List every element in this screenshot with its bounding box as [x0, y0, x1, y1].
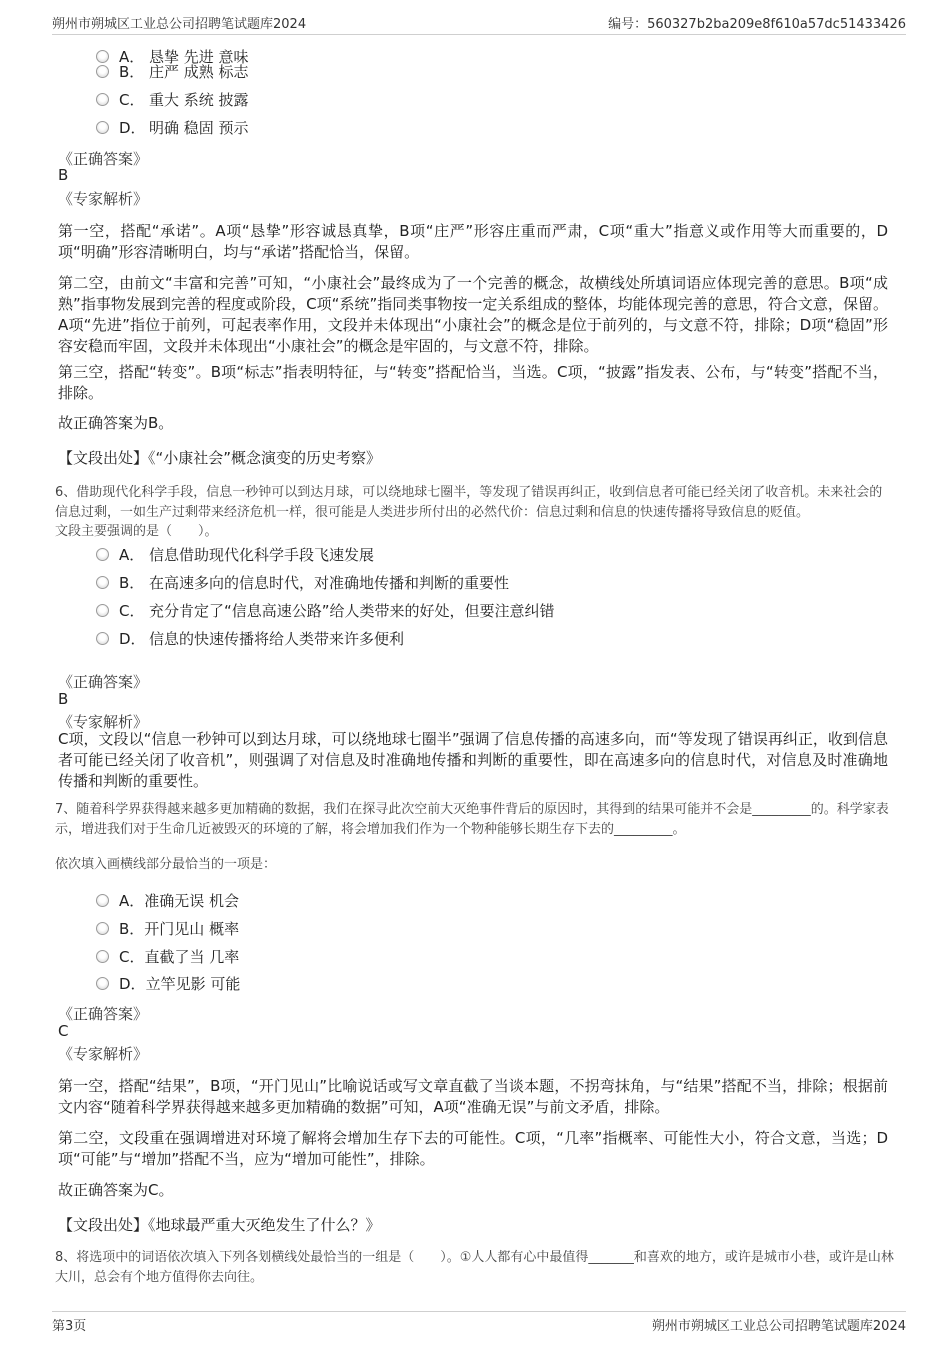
- q5-option-b[interactable]: B． 庄严 成熟 标志: [96, 61, 249, 83]
- footer-divider: [52, 1311, 906, 1312]
- radio-icon[interactable]: [96, 950, 109, 963]
- footer-title: 朔州市朔城区工业总公司招聘笔试题库2024: [651, 1319, 906, 1334]
- q7-option-d[interactable]: D．立竿见影 可能: [96, 973, 240, 995]
- q6-option-a[interactable]: A． 信息借助现代化科学手段飞速发展: [96, 544, 374, 566]
- q7-stem: 7、随着科学界获得越来越多更加精确的数据，我们在探寻此次空前大灭绝事件背后的原因时，其得到的结果可能并不会是_________的。科学家表示，增进我们对于生命几近被毁灭的环境的了解，将会增加我们作为一个物种能够长期生存下去的_________。: [55, 802, 889, 837]
- q6-option-b[interactable]: B． 在高速多向的信息时代，对准确地传播和判断的重要性: [96, 572, 509, 594]
- q7-source: 【文段出处】《地球最严重大灭绝发生了什么？》: [58, 1216, 381, 1234]
- q6-answer-label: 《正确答案》: [58, 673, 149, 691]
- q5-analysis-label: 《专家解析》: [58, 190, 149, 208]
- header-divider: [52, 34, 906, 35]
- radio-icon[interactable]: [96, 922, 109, 935]
- q5-analysis-p3: 第三空，搭配“转变”。B项“标志”指表明特征，与“转变”搭配恰当，当选。C项，“披露”指发表、公布，与“转变”搭配不当，排除。: [58, 363, 888, 402]
- page-number: 第3页: [52, 1319, 87, 1334]
- q6-answer: B: [58, 690, 69, 708]
- q6-analysis: C项，文段以“信息一秒钟可以到达月球，可以绕地球七圈半”强调了信息传播的高速多向，而“等发现了错误再纠正，收到信息者可能已经关闭了收音机”，则强调了对信息及时准确地传播和判断的重要性，即在高速多向的信息时代，对信息及时准确地传播和判断的重要性。: [58, 730, 888, 790]
- q5-analysis-p1: 第一空，搭配“承诺”。A项“恳挚”形容诚恳真挚，B项“庄严”形容庄重而严肃，C项“重大”指意义或作用等大而重要的，D项“明确”形容清晰明白，均与“承诺”搭配恰当，保留。: [58, 222, 888, 261]
- radio-icon[interactable]: [96, 121, 109, 134]
- radio-icon[interactable]: [96, 894, 109, 907]
- radio-icon[interactable]: [96, 93, 109, 106]
- document-code: 编号：560327b2ba209e8f610a57dc51433426: [608, 17, 906, 32]
- q5-analysis-p4: 故正确答案为B。: [58, 414, 174, 432]
- radio-icon[interactable]: [96, 977, 109, 990]
- q7-option-a[interactable]: A．准确无误 机会: [96, 890, 239, 912]
- q7-analysis-p3: 故正确答案为C。: [58, 1181, 174, 1199]
- q5-answer: B: [58, 166, 69, 184]
- q5-source: 【文段出处】《“小康社会”概念演变的历史考察》: [58, 449, 382, 467]
- q5-option-d[interactable]: D． 明确 稳固 预示: [96, 117, 249, 139]
- q5-answer-label: 《正确答案》: [58, 150, 149, 168]
- q6-option-c[interactable]: C． 充分肯定了“信息高速公路”给人类带来的好处，但要注意纠错: [96, 600, 555, 622]
- q6-stem-question: 文段主要强调的是（ ）。: [55, 524, 218, 539]
- radio-icon[interactable]: [96, 548, 109, 561]
- q5-option-a[interactable]: A． 恳挚 先进 意味: [96, 46, 249, 68]
- radio-icon[interactable]: [96, 604, 109, 617]
- q7-stem-question: 依次填入画横线部分最恰当的一项是：: [55, 857, 277, 872]
- q7-option-b[interactable]: B．开门见山 概率: [96, 918, 239, 940]
- q6-option-d[interactable]: D． 信息的快速传播将给人类带来许多便利: [96, 628, 404, 650]
- q7-analysis-label: 《专家解析》: [58, 1045, 149, 1063]
- q7-option-c[interactable]: C．直截了当 几率: [96, 946, 239, 968]
- q7-analysis-p1: 第一空，搭配“结果”，B项，“开门见山”比喻说话或写文章直截了当谈本题，不拐弯抹角，与“结果”搭配不当，排除；根据前文内容“随着科学界获得越来越多更加精确的数据”可知，A项“准确无误”与前文矛盾，排除。: [58, 1077, 888, 1116]
- q5-option-c[interactable]: C． 重大 系统 披露: [96, 89, 249, 111]
- q6-stem: 6、借助现代化科学手段，信息一秒钟可以到达月球，可以绕地球七圈半，等发现了错误再纠正，收到信息者可能已经关闭了收音机。未来社会的信息过剩，一如生产过剩带来经济危机一样，很可能是人类进步所付出的必然代价：信息过剩和信息的快速传播将导致信息的贬值。: [55, 485, 883, 520]
- radio-icon[interactable]: [96, 632, 109, 645]
- radio-icon[interactable]: [96, 576, 109, 589]
- q7-answer: C: [58, 1022, 69, 1040]
- header-title: 朔州市朔城区工业总公司招聘笔试题库2024: [52, 17, 307, 32]
- q7-answer-label: 《正确答案》: [58, 1005, 149, 1023]
- q6-analysis-label: 《专家解析》: [58, 713, 149, 731]
- q5-analysis-p2: 第二空，由前文“丰富和完善”可知，“小康社会”最终成为了一个完善的概念，故横线处所填词语应体现完善的意思。B项“成熟”指事物发展到完善的程度或阶段，C项“系统”指同类事物按一定关系组成的整体，均能体现完善的意思，符合文意，保留。A项“先进”指位于前列，可起表率作用，文段并未体现出“小康社会”的概念是位于前列的，与文意不符，排除；D项“稳固”形容安稳而牢固，文段并未体现出“小康社会”的概念是牢固的，与文意不符，排除。: [58, 274, 888, 355]
- q8-stem: 8、将选项中的词语依次填入下列各划横线处最恰当的一组是（ ）。①人人都有心中最值得_______和喜欢的地方，或许是城市小巷，或许是山林大川，总会有个地方值得你去向往。: [55, 1250, 894, 1285]
- radio-icon[interactable]: [96, 65, 109, 78]
- q7-analysis-p2: 第二空，文段重在强调增进对环境了解将会增加生存下去的可能性。C项，“几率”指概率、可能性大小，符合文意，当选；D项“可能”与“增加”搭配不当，应为“增加可能性”，排除。: [58, 1129, 888, 1168]
